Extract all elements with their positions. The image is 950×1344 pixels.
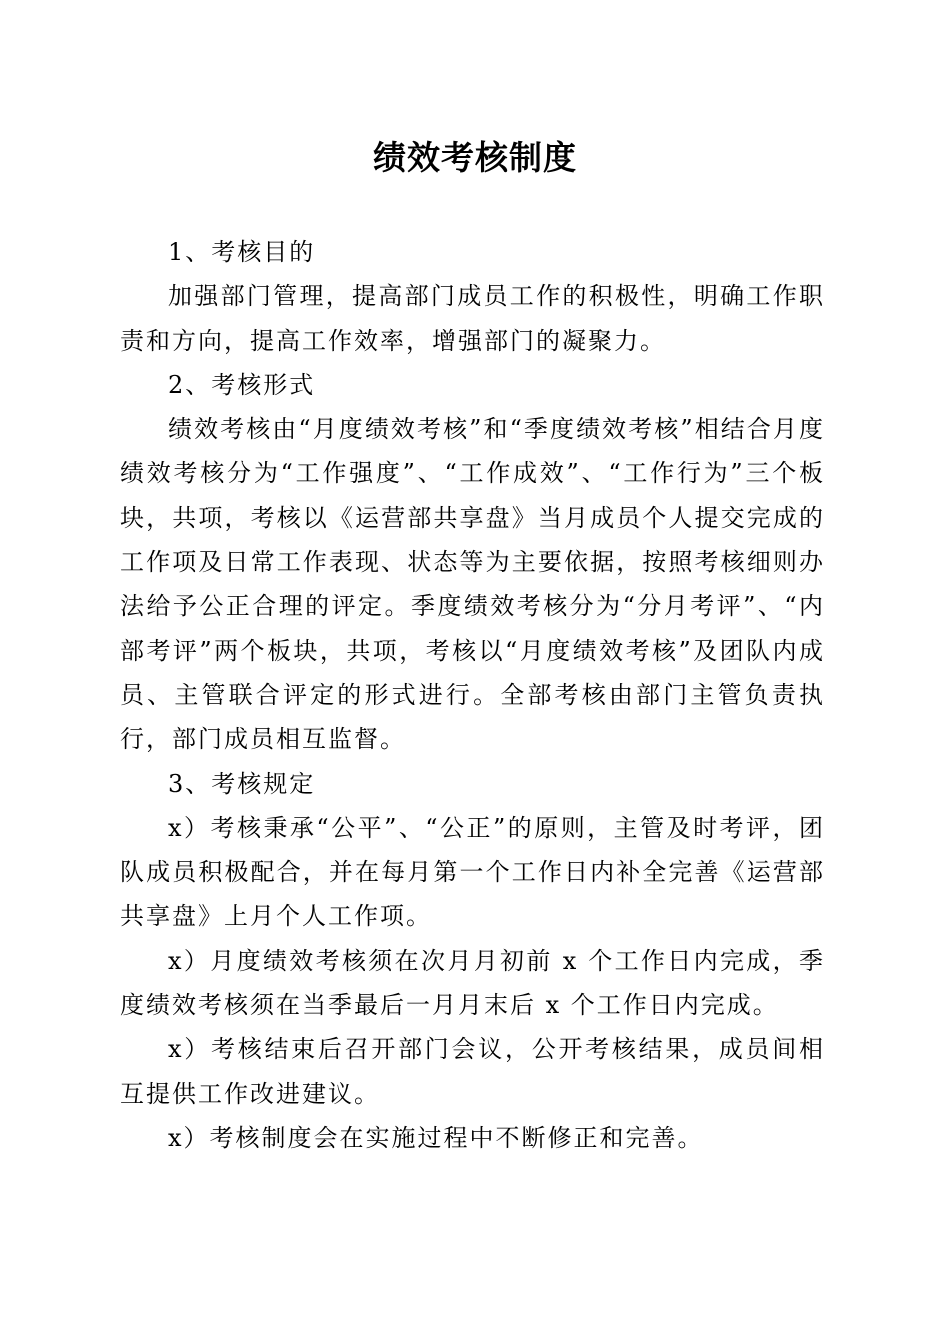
paragraph-form: 绩效考核由“月度绩效考核”和“季度绩效考核”相结合月度绩效考核分为“工作强度”、“工作成效”、“工作行为”三个板块，共项，考核以《运营部共享盘》当月成员个人提交完成的工作项及日常工作表现、状态等为主要依据，按照考核细则办法给予公正合理的评定。季度绩效考核分为“分月考评”、“内部考评”两个板块，共项，考核以“月度绩效考核”及团队内成员、主管联合评定的形式进行。全部考核由部门主管负责执行，部门成员相互监督。 [120,415,825,754]
section-heading-purpose: 1、考核目的 [168,238,316,266]
document-body [120,230,825,1160]
rule-item-4: x）考核制度会在实施过程中不断修正和完善。 [168,1123,704,1152]
rule-item-2: x）月度绩效考核须在次月月初前 x 个工作日内完成，季度绩效考核须在当季最后一月月末后 x 个工作日内完成。 [120,946,825,1020]
rule-item-3: x）考核结束后召开部门会议，公开考核结果，成员间相互提供工作改进建议。 [120,1035,825,1108]
section-heading-rules: 3、考核规定 [168,769,316,798]
document-title: 绩效考核制度 [373,138,577,177]
section-heading-form: 2、考核形式 [168,370,316,399]
rule-item-1: x）考核秉承“公平”、“公正”的原则，主管及时考评，团队成员积极配合，并在每月第一个工作日内补全完善《运营部共享盘》上月个人工作项。 [120,813,825,931]
paragraph-purpose: 加强部门管理，提高部门成员工作的积极性，明确工作职责和方向，提高工作效率，增强部门的凝聚力。 [120,282,825,355]
